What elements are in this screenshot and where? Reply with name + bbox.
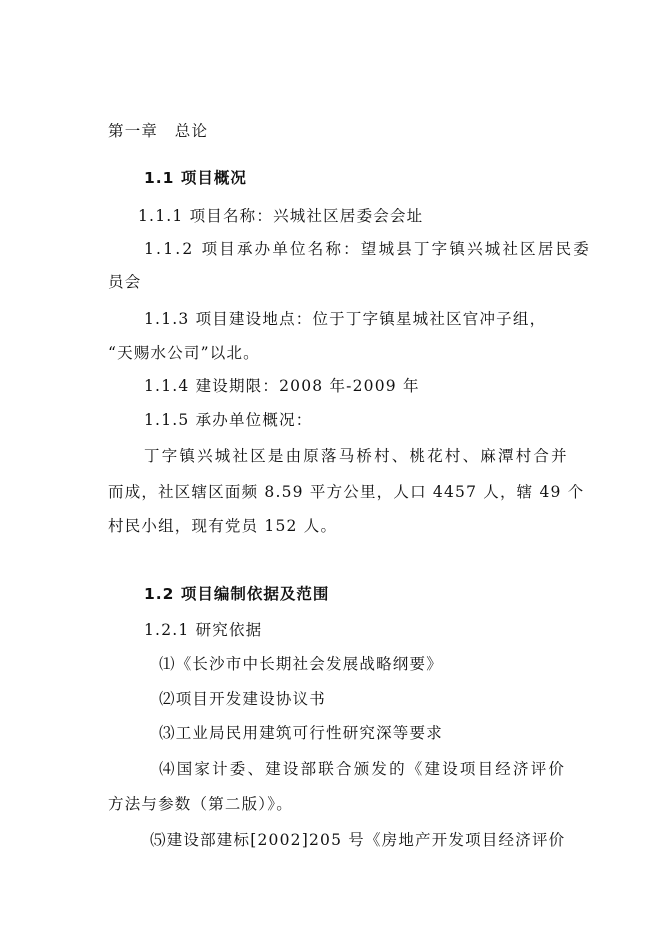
section-heading-1-2: 1.2 项目编制依据及范围 xyxy=(144,585,330,603)
chapter-title: 第一章 总论 xyxy=(108,122,209,140)
item-1-2-1: 1.2.1 研究依据 xyxy=(144,621,263,639)
paragraph-line3: 村民小组，现有党员 152 人。 xyxy=(108,517,338,535)
item-1-1-3-line1: 1.1.3 项目建设地点：位于丁字镇星城社区官冲子组， xyxy=(144,310,547,328)
basis-item-5: ⑸建设部建标[2002]205 号《房地产开发项目经济评价 xyxy=(150,831,566,849)
item-1-1-5: 1.1.5 承办单位概况： xyxy=(144,411,313,429)
basis-item-2: ⑵项目开发建设协议书 xyxy=(159,690,327,708)
basis-item-3: ⑶工业局民用建筑可行性研究深等要求 xyxy=(159,724,443,742)
basis-item-4-line2: 方法与参数（第二版）》。 xyxy=(108,795,293,813)
basis-item-1: ⑴《长沙市中长期社会发展战略纲要》 xyxy=(159,655,443,673)
item-1-1-2-line1: 1.1.2 项目承办单位名称：望城县丁字镇兴城社区居民委 xyxy=(144,240,591,258)
paragraph-line2: 而成，社区辖区面频 8.59 平方公里，人口 4457 人，辖 49 个 xyxy=(108,483,585,501)
item-1-1-3-line2: “天赐水公司”以北。 xyxy=(108,344,260,362)
item-1-1-1: 1.1.1 项目名称：兴城社区居委会会址 xyxy=(138,207,424,225)
item-1-1-4: 1.1.4 建设期限：2008 年-2009 年 xyxy=(144,377,420,395)
paragraph-line1: 丁字镇兴城社区是由原落马桥村、桃花村、麻潭村合并 xyxy=(144,447,569,465)
section-heading-1-1: 1.1 项目概况 xyxy=(144,169,247,187)
item-1-1-2-line2: 员会 xyxy=(108,273,142,291)
basis-item-4-line1: ⑷国家计委、建设部联合颁发的《建设项目经济评价 xyxy=(159,760,567,778)
